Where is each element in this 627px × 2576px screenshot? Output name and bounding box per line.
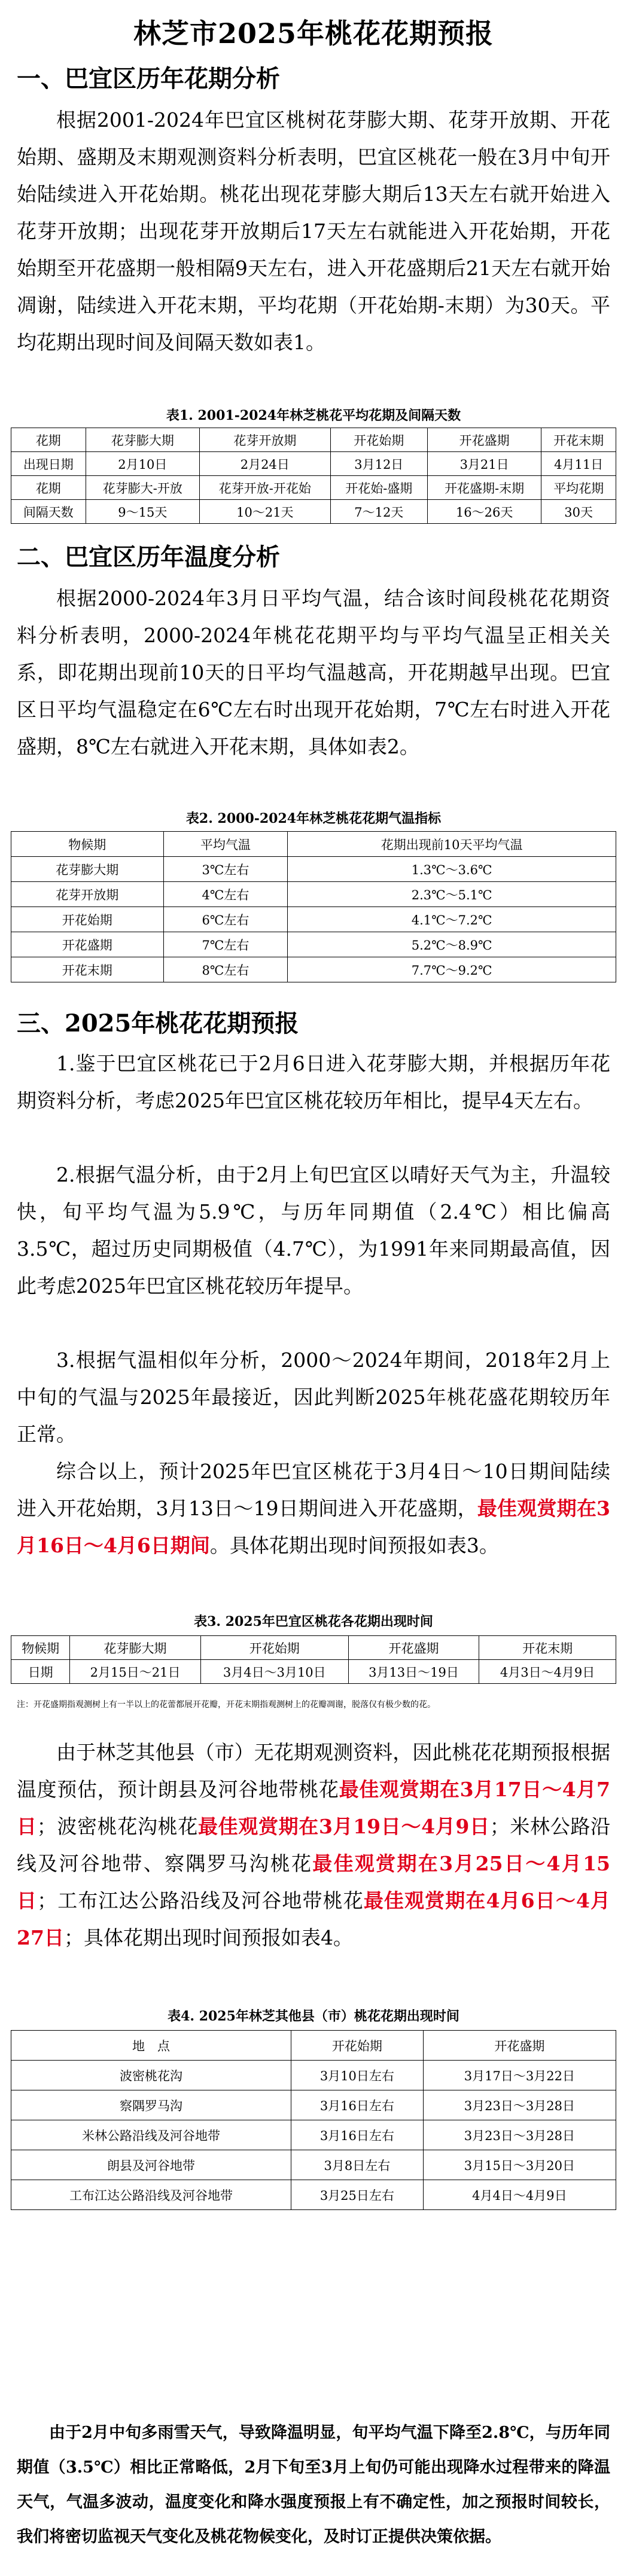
table1-cell: 4月11日 — [541, 452, 616, 476]
table1-cell: 平均花期 — [541, 476, 616, 500]
table4-row — [11, 2120, 616, 2150]
table1-cell: 花芽开放-开花始 — [200, 476, 331, 500]
table4-cell: 3月25日左右 — [291, 2180, 423, 2210]
table3-header-cell: 开花始期 — [200, 1636, 348, 1660]
best-viewing-period-highlight: 最佳观赏期在3月16日～4月6日期间 — [17, 1497, 610, 1557]
table1-row — [11, 428, 616, 452]
table1-body — [11, 428, 616, 524]
table1-cell: 开花盛期-末期 — [427, 476, 541, 500]
paragraph-text: ；具体花期出现时间预报如表4。 — [63, 1926, 353, 1949]
table4-cell: 3月23日～3月28日 — [423, 2120, 616, 2150]
paragraph-text: 由于林芝其他县（市）无花期观测资料，因此桃花花期预报根据温度预估，预计朗县及河谷地带桃花 — [17, 1741, 610, 1801]
section3-point3: 3.根据气温相似年分析，2000～2024年期间，2018年2月上中旬的气温与2025年最接近，因此判断2025年桃花盛花期较历年正常。 — [17, 1348, 610, 1446]
table2-cell: 8℃左右 — [163, 957, 288, 982]
table2 — [11, 831, 616, 982]
paragraph-text: ；波密桃花沟桃花 — [36, 1815, 198, 1838]
table1-cell: 间隔天数 — [11, 500, 86, 524]
best-viewing-period-highlight: 最佳观赏期在3月17日～4月7日 — [17, 1778, 611, 1838]
section2-paragraph: 根据2000-2024年3月日平均气温，结合该时间段桃花花期资料分析表明，2000-2024年桃花花期平均与平均气温呈正相关关系，即花期出现前10天的日平均气温越高，开花期越早出现。巴宜区日平均气温稳定在6℃左右时出现开花始期，7℃左右时进入开花盛期，8℃左右就进入开花末期，具体如表2。 — [17, 587, 610, 758]
table1-header-cell: 开花盛期 — [427, 428, 541, 452]
table4-cell: 工布江达公路沿线及河谷地带 — [11, 2180, 291, 2210]
summary-text-before: 综合以上，预计2025年巴宜区桃花于3月4日～10日期间陆续进入开花始期，3月13日～19日期间进入开花盛期， — [17, 1460, 610, 1520]
table2-cell: 3℃左右 — [163, 857, 288, 882]
table3-header-cell: 开花末期 — [479, 1636, 616, 1660]
other-counties-paragraph — [17, 1734, 610, 1957]
table2-cell: 1.3℃～3.6℃ — [288, 857, 616, 882]
table1-cell: 9～15天 — [86, 500, 199, 524]
table1-header-cell: 花芽膨大期 — [86, 428, 199, 452]
table2-cell: 花芽膨大期 — [11, 857, 164, 882]
table1-caption: 表1. 2001-2024年林芝桃花平均花期及间隔天数 — [166, 408, 461, 423]
paragraph-text: ；工布江达公路沿线及河谷地带桃花 — [37, 1889, 364, 1912]
table2-cell: 7.7℃～9.2℃ — [288, 957, 616, 982]
section3-point2: 2.根据气温分析，由于2月上旬巴宜区以晴好天气为主，升温较快，旬平均气温为5.9℃，与历年同期值（2.4℃）相比偏高3.5℃，超过历史同期极值（4.7℃），为1991年来同期最高值，因此考虑2025年巴宜区桃花较历年提早。 — [17, 1163, 610, 1298]
table4-cell: 察隅罗马沟 — [11, 2090, 291, 2120]
best-viewing-period-highlight: 最佳观赏期在3月25日～4月15日 — [17, 1852, 610, 1912]
table4-row — [11, 2090, 616, 2120]
page-title: 林芝市2025年桃花花期预报 — [133, 17, 494, 50]
section3-heading: 三、2025年桃花花期预报 — [17, 1009, 299, 1037]
table4-caption: 表4. 2025年林芝其他县（市）桃花花期出现时间 — [168, 2009, 459, 2024]
table2-cell: 开花末期 — [11, 957, 164, 982]
table1-cell: 2月10日 — [86, 452, 199, 476]
table1-cell: 30天 — [541, 500, 616, 524]
table4-cell: 米林公路沿线及河谷地带 — [11, 2120, 291, 2150]
table4-cell: 3月15日～3月20日 — [423, 2150, 616, 2180]
table4-row — [11, 2150, 616, 2180]
table1-header-cell: 花芽开放期 — [200, 428, 331, 452]
table4-cell: 3月10日左右 — [291, 2061, 423, 2090]
table4-header-cell: 开花盛期 — [423, 2031, 616, 2061]
table3-header-cell: 物候期 — [11, 1636, 70, 1660]
table1-header-cell: 开花末期 — [541, 428, 616, 452]
table4-row — [11, 2061, 616, 2090]
table3-header-cell: 开花盛期 — [348, 1636, 479, 1660]
table1-row — [11, 500, 616, 524]
table1-cell: 7～12天 — [330, 500, 427, 524]
table2-header-cell: 花期出现前10天平均气温 — [288, 832, 616, 857]
best-viewing-period-highlight: 最佳观赏期在3月19日～4月9日 — [197, 1815, 490, 1838]
table1-cell: 2月24日 — [200, 452, 331, 476]
table3-row — [11, 1660, 616, 1684]
table1-cell: 花芽膨大-开放 — [86, 476, 199, 500]
table3-cell: 2月15日～21日 — [70, 1660, 200, 1684]
table2-row — [11, 957, 616, 982]
table1-header-cell: 花期 — [11, 428, 86, 452]
table3-header-cell: 花芽膨大期 — [70, 1636, 200, 1660]
table4-row — [11, 2031, 616, 2061]
table4-cell: 波密桃花沟 — [11, 2061, 291, 2090]
table2-body — [11, 832, 616, 982]
table4 — [11, 2030, 616, 2210]
table4-cell: 3月23日～3月28日 — [423, 2090, 616, 2120]
table2-caption: 表2. 2000-2024年林芝桃花花期气温指标 — [185, 811, 442, 826]
table3-cell: 4月3日～4月9日 — [479, 1660, 616, 1684]
table2-header-cell: 平均气温 — [163, 832, 288, 857]
table2-cell: 7℃左右 — [163, 932, 288, 957]
table1-row — [11, 476, 616, 500]
table2-row — [11, 907, 616, 932]
table1-cell: 花期 — [11, 476, 86, 500]
closing-paragraph: 由于2月中旬多雨雪天气，导致降温明显，旬平均气温下降至2.8℃，与历年同期值（3.5℃）相比正常略低，2月下旬至3月上旬仍可能出现降水过程带来的降温天气，气温多波动，温度变化和降水强度预报上有不确定性，加之预报时间较长，我们将密切监视天气变化及桃花物候变化，及时订正提供决策依据。 — [17, 2424, 610, 2546]
table3-cell: 日期 — [11, 1660, 70, 1684]
table2-row — [11, 932, 616, 957]
table1-header-cell: 开花始期 — [330, 428, 427, 452]
table2-cell: 开花盛期 — [11, 932, 164, 957]
table1-cell: 出现日期 — [11, 452, 86, 476]
table4-cell: 4月4日～4月9日 — [423, 2180, 616, 2210]
section1-paragraph: 根据2001-2024年巴宜区桃树花芽膨大期、花芽开放期、开花始期、盛期及末期观测资料分析表明，巴宜区桃花一般在3月中旬开始陆续进入开花始期。桃花出现花芽膨大期后13天左右就开始进入花芽开放期；出现花芽开放期后17天左右就能进入开花始期，开花始期至开花盛期一般相隔9天左右，进入开花盛期后21天左右就开始凋谢，陆续进入开花末期，平均花期（开花始期-末期）为30天。平均花期出现时间及间隔天数如表1。 — [17, 108, 610, 354]
best-viewing-period-highlight: 最佳观赏期在4月6日～4月27日 — [17, 1889, 610, 1949]
table2-cell: 5.2℃～8.9℃ — [288, 932, 616, 957]
section2-heading: 二、巴宜区历年温度分析 — [17, 543, 280, 571]
table1-cell: 开花始-盛期 — [330, 476, 427, 500]
table4-cell: 朗县及河谷地带 — [11, 2150, 291, 2180]
table4-cell: 3月8日左右 — [291, 2150, 423, 2180]
table3-cell: 3月13日～19日 — [348, 1660, 479, 1684]
table3 — [11, 1635, 616, 1684]
table3-caption: 表3. 2025年巴宜区桃花各花期出现时间 — [194, 1614, 433, 1629]
table2-cell: 6℃左右 — [163, 907, 288, 932]
section3-point1: 1.鉴于巴宜区桃花已于2月6日进入花芽膨大期，并根据历年花期资料分析，考虑2025年巴宜区桃花较历年相比，提早4天左右。 — [17, 1052, 610, 1112]
table1-row — [11, 452, 616, 476]
table2-row — [11, 882, 616, 907]
table3-note: 注：开花盛期指观测树上有一半以上的花蕾都展开花瓣，开花末期指观测树上的花瓣凋谢，脱落仅有极少数的花。 — [17, 1700, 436, 1710]
table1-cell: 10～21天 — [200, 500, 331, 524]
table1-cell: 16～26天 — [427, 500, 541, 524]
table4-cell: 3月16日左右 — [291, 2090, 423, 2120]
table2-cell: 4.1℃～7.2℃ — [288, 907, 616, 932]
table4-cell: 3月17日～3月22日 — [423, 2061, 616, 2090]
summary-text-after: 。具体花期出现时间预报如表3。 — [209, 1534, 499, 1557]
table4-header-cell: 地 点 — [11, 2031, 291, 2061]
table3-body — [11, 1636, 616, 1684]
table1-cell: 3月12日 — [330, 452, 427, 476]
table2-cell: 2.3℃～5.1℃ — [288, 882, 616, 907]
table4-row — [11, 2180, 616, 2210]
table4-cell: 3月16日左右 — [291, 2120, 423, 2150]
table4-header-cell: 开花始期 — [291, 2031, 423, 2061]
table2-row — [11, 857, 616, 882]
section1-heading: 一、巴宜区历年花期分析 — [17, 65, 280, 93]
section3-summary — [17, 1453, 610, 1564]
table2-cell: 4℃左右 — [163, 882, 288, 907]
table1 — [11, 428, 616, 524]
table3-cell: 3月4日～3月10日 — [200, 1660, 348, 1684]
table2-cell: 开花始期 — [11, 907, 164, 932]
table2-row — [11, 832, 616, 857]
table1-cell: 3月21日 — [427, 452, 541, 476]
paragraph-text: ；米林公路沿线及河谷地带、察隅罗马沟桃花 — [17, 1815, 611, 1875]
table4-body — [11, 2031, 616, 2210]
table3-row — [11, 1636, 616, 1660]
table2-header-cell: 物候期 — [11, 832, 164, 857]
table2-cell: 花芽开放期 — [11, 882, 164, 907]
